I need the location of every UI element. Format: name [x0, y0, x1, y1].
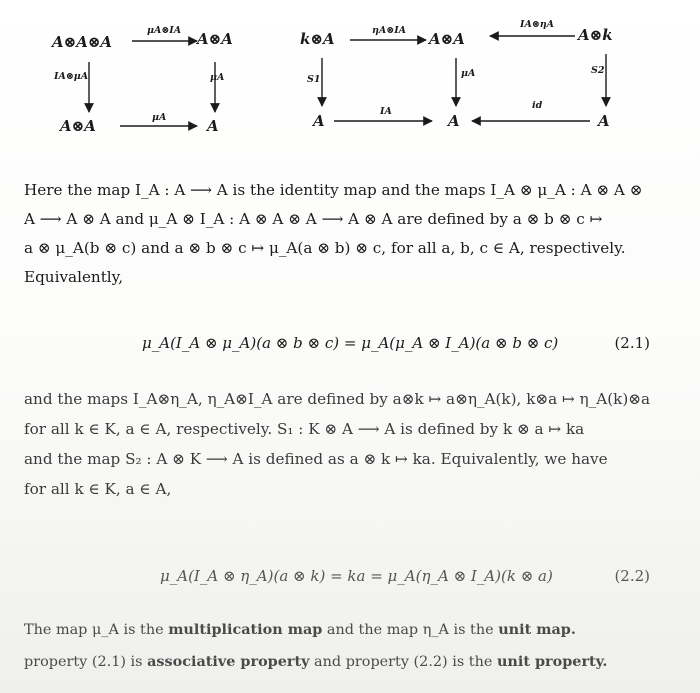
diagram-node: A⊗A: [429, 30, 465, 48]
associativity-diagram: [50, 25, 233, 135]
text-line: for all k ∈ K, a ∈ A,: [24, 480, 172, 498]
arrow-label: S2: [591, 65, 605, 76]
diagram-node: A⊗A⊗A: [52, 33, 113, 51]
summary-line: [24, 614, 684, 646]
text-line: Here the map I_A : A ⟶ A is the identity map and the maps I_A ⊗ μ_A : A ⊗ A ⊗: [24, 181, 643, 199]
definitions-summary: [24, 614, 684, 678]
arrow-label: IA: [380, 106, 392, 117]
diagram-node: k⊗A: [300, 30, 335, 48]
equation-number: (2.2): [614, 567, 650, 585]
diagram-node: A: [598, 112, 610, 130]
text-line: and the maps I_A⊗η_A, η_A⊗I_A are defined by a⊗k ↦ a⊗η_A(k), k⊗a ↦ η_A(k)⊗a: [24, 390, 651, 408]
term-unit-map: unit map.: [498, 621, 576, 638]
equation-expression: μ_A(I_A ⊗ μ_A)(a ⊗ b ⊗ c) = μ_A(μ_A ⊗ I_A)(a ⊗ b ⊗ c): [142, 334, 559, 352]
equation-2-1: [0, 334, 700, 364]
equation-2-2: [0, 567, 700, 597]
diagram-node: A: [207, 117, 219, 135]
term-unit-property: unit property.: [496, 653, 608, 670]
arrow-label: S1: [307, 74, 321, 85]
summary-text: and property (2.2) is the: [309, 654, 497, 670]
paragraph-unit-maps: [24, 384, 676, 504]
unit-diagram: [300, 19, 613, 130]
text-line: for all k ∈ K, a ∈ A, respectively. S₁ : K ⊗ A ⟶ A is defined by k ⊗ a ↦ ka: [24, 420, 585, 438]
commutative-diagrams: [0, 0, 700, 140]
text-line: and the map S₂ : A ⊗ K ⟶ A is defined as a ⊗ k ↦ ka. Equivalently, we have: [24, 450, 608, 468]
text-line: A ⟶ A ⊗ A and μ_A ⊗ I_A : A ⊗ A ⊗ A ⟶ A ⊗ A are defined by a ⊗ b ⊗ c ↦: [24, 210, 603, 228]
diagram-node: A⊗A: [197, 30, 233, 48]
arrow-label: IA⊗ηA: [520, 19, 555, 30]
summary-line: [24, 646, 684, 678]
diagram-node: A⊗k: [578, 26, 613, 44]
equation-expression: μ_A(I_A ⊗ η_A)(a ⊗ k) = ka = μ_A(η_A ⊗ I_A)(k ⊗ a): [160, 567, 553, 585]
summary-text: property (2.1) is: [24, 654, 148, 670]
diagram-node: A⊗A: [60, 117, 96, 135]
term-multiplication-map: multiplication map: [168, 621, 323, 638]
arrow-label: IA⊗μA: [54, 71, 89, 82]
term-associative-property: associative property: [147, 653, 310, 670]
equation-number: (2.1): [614, 334, 650, 352]
arrow-label: μA: [210, 72, 225, 83]
diagram-node: A: [313, 112, 325, 130]
arrow-label: μA: [461, 68, 476, 79]
arrow-label: id: [532, 100, 543, 111]
text-line: Equivalently,: [24, 268, 124, 286]
paragraph-identity-maps: [24, 176, 676, 292]
arrow-label: ηA⊗IA: [372, 25, 407, 36]
summary-text: and the map η_A is the: [322, 622, 499, 638]
arrow-label: μA⊗IA: [147, 25, 182, 36]
summary-text: The map μ_A is the: [24, 622, 169, 638]
arrow-label: μA: [152, 112, 167, 123]
diagram-node: A: [448, 112, 460, 130]
text-line: a ⊗ μ_A(b ⊗ c) and a ⊗ b ⊗ c ↦ μ_A(a ⊗ b) ⊗ c, for all a, b, c ∈ A, respectively.: [24, 239, 626, 257]
